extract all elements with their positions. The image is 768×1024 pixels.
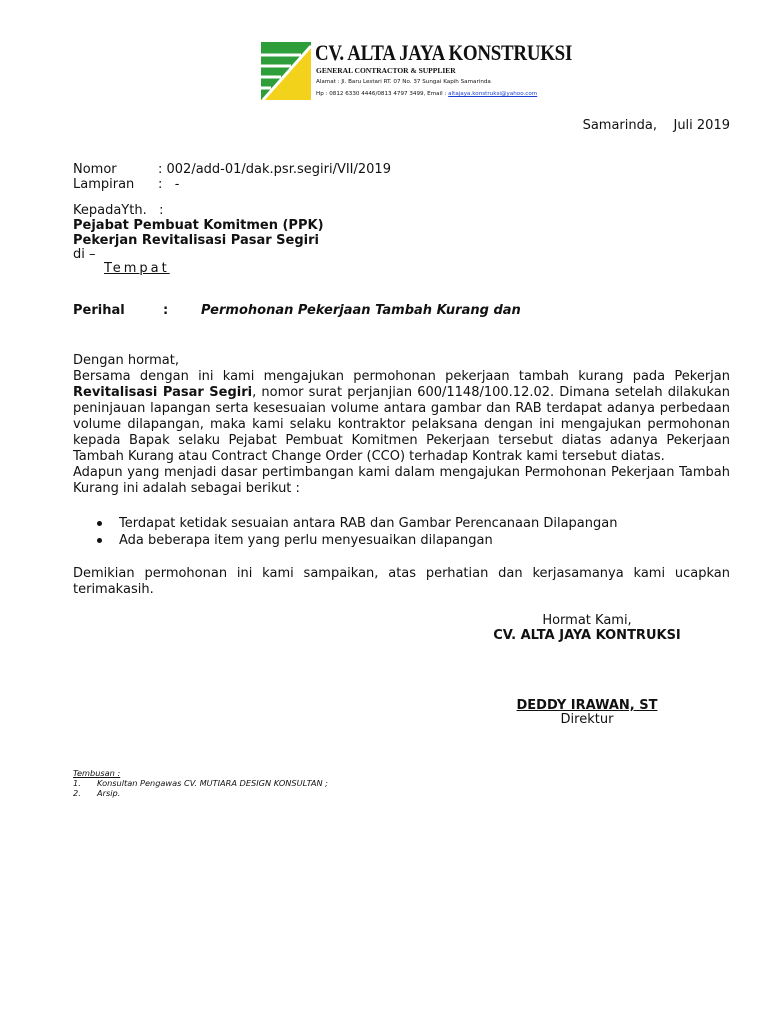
tembusan-title: Tembusan : — [73, 768, 121, 778]
company-contact — [316, 91, 537, 97]
project-name: Revitalisasi Pasar Segiri — [73, 385, 253, 400]
body-paragraph-1 — [73, 369, 730, 465]
perihal-value: Permohonan Pekerjaan Tambah Kurang dan — [201, 303, 521, 318]
paragraph-1-end: , nomor surat perjanjian 600/1148/100.12.02. Dimana setelah dilakukan peninjauan lapangan serta kesesuaian volume antara gambar dan RAB terdapat adanya perbedaan volume dilapangan, maka kami selaku kontraktor pelaksana dengan ini mengajukan permohonan kepada Bapak selaku Pejabat Pembuat Komitmen Pekerjaan tersebut diatas adanya Pekerjaan Tambah Kurang atau Contract Change Order (CCO) terhadap Kontrak kami tersebut diatas. — [73, 385, 731, 464]
tembusan-text: Konsultan Pengawas CV. MUTIARA DESIGN KONSULTAN ; — [97, 778, 328, 788]
nomor-value: : 002/add-01/dak.psr.segiri/VII/2019 — [158, 162, 391, 177]
letter-body — [73, 353, 730, 497]
kepada-yth: KepadaYth. : — [73, 203, 164, 218]
signatory-title: Direktur — [560, 712, 614, 727]
recipient-line-1: Pejabat Pembuat Komitmen (PPK) — [73, 218, 324, 233]
signature-company: CV. ALTA JAYA KONTRUKSI — [493, 628, 681, 643]
recipient-di: di – — [73, 247, 96, 262]
company-tagline: GENERAL CONTRACTOR & SUPPLIER — [316, 66, 456, 75]
list-item — [73, 778, 328, 788]
tembusan-block — [73, 768, 328, 798]
greeting: Dengan hormat, — [73, 353, 180, 368]
letter-date: Samarinda, Juli 2019 — [582, 118, 730, 133]
tembusan-text: Arsip. — [97, 788, 121, 798]
list-item — [73, 788, 328, 798]
recipient-line-2: Pekerjan Revitalisasi Pasar Segiri — [73, 233, 319, 248]
company-address: Alamat : Jl. Baru Lestari RT. 07 No. 37 Sungai Kapih Samarinda — [316, 79, 491, 85]
closing-paragraph: Demikian permohonan ini kami sampaikan, atas perhatian dan kerjasamanya kami ucapkan terimakasih. — [73, 566, 730, 597]
lampiran-value: : - — [158, 177, 180, 192]
reasons-list — [93, 515, 617, 549]
perihal-colon: : — [163, 303, 169, 318]
lampiran-label: Lampiran — [73, 177, 135, 192]
list-item: Terdapat ketidak sesuaian antara RAB dan Gambar Perencanaan Dilapangan — [93, 515, 617, 532]
paragraph-1-start: Bersama dengan ini kami mengajukan permohonan pekerjaan tambah kurang pada Pekerjan — [73, 369, 730, 384]
body-paragraph-2: Adapun yang menjadi dasar pertimbangan kami dalam mengajukan Permohonan Pekerjaan Tambah Kurang ini adalah sebagai berikut : — [73, 465, 730, 496]
company-logo-icon — [261, 42, 311, 100]
nomor-label: Nomor — [73, 162, 117, 177]
signature-regards: Hormat Kami, — [542, 613, 632, 628]
company-name: CV. ALTA JAYA KONSTRUKSI — [315, 40, 573, 65]
tembusan-number: 1. — [73, 778, 81, 788]
recipient-tempat: Tempat — [104, 261, 170, 276]
perihal-label: Perihal — [73, 303, 125, 318]
contact-phone: Hp : 0812 6330 4446/0813 4797 3499, Email : — [316, 91, 449, 97]
list-item: Ada beberapa item yang perlu menyesuaikan dilapangan — [93, 532, 617, 549]
tembusan-number: 2. — [73, 788, 81, 798]
company-email-link[interactable]: altajaya.konstruksi@yahoo.com — [448, 91, 538, 97]
signatory-name: DEDDY IRAWAN, ST — [516, 698, 658, 713]
